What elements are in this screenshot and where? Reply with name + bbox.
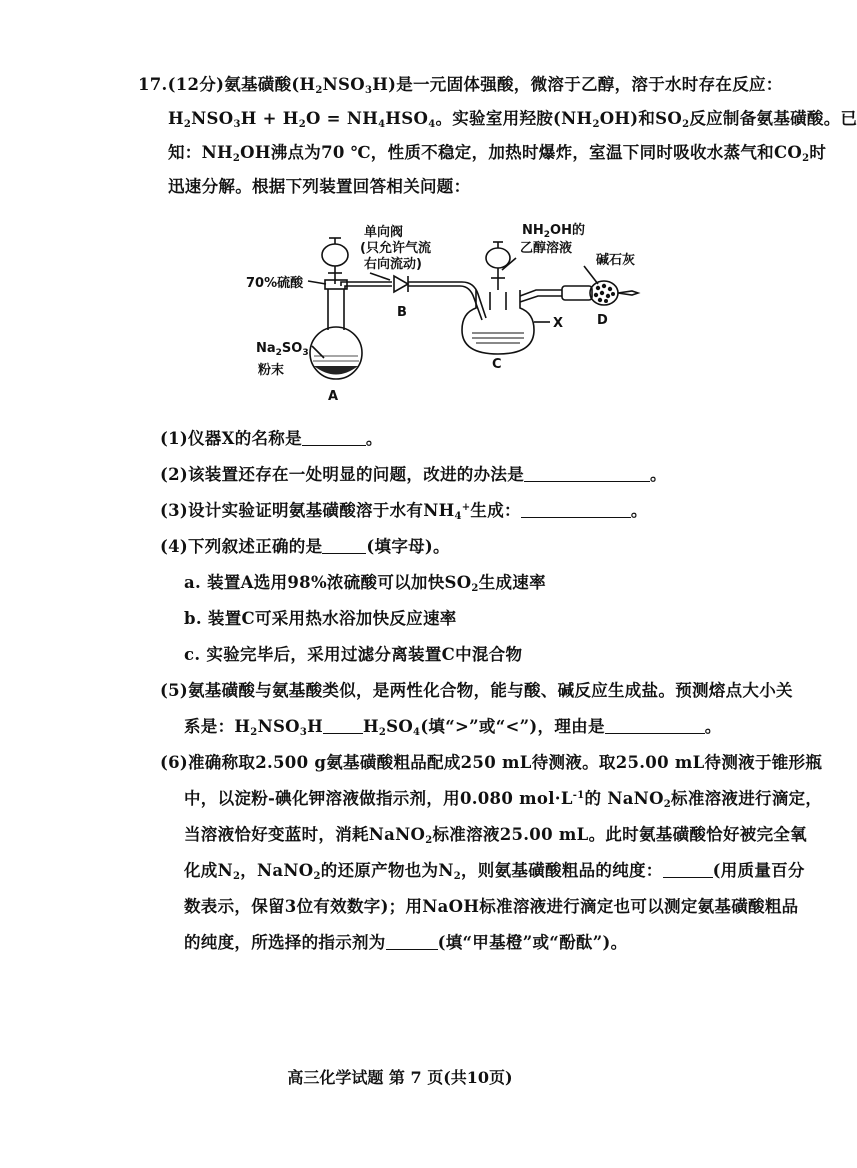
part-6-line-3: 当溶液恰好变蓝时，消耗NaNO$_2$标准溶液25.00 mL。此时氨基磺酸恰好被完全氧 (184, 825, 807, 846)
label-soda-lime: 碱石灰 (596, 253, 636, 268)
valve-b (394, 276, 408, 292)
part-5-line-1: (5)氨基磺酸与氨基酸类似，是两性化合物，能与酸、碱反应生成盐。预测熔点大小关 (160, 681, 793, 700)
answer-blank-6a[interactable] (663, 861, 713, 878)
part-5-line-2: 系是：$H_2NSO_3H$ $H_2SO_4$(填“>”或“<”)，理由是 。 (184, 717, 722, 738)
flask-c (462, 290, 534, 354)
funnel-a (322, 244, 348, 266)
answer-blank-5a[interactable] (323, 717, 363, 734)
answer-blank-1[interactable] (302, 429, 366, 446)
label-na2so3-line2: 粉末 (258, 363, 285, 378)
label-nh2oh-line1: $NH_2OH$的 (522, 223, 585, 240)
question-stem-line-4: 迅速分解。根据下列装置回答相关问题： (168, 177, 471, 196)
page-footer: 高三化学试题 第 7 页(共10页) (287, 1068, 513, 1087)
answer-blank-3[interactable] (521, 501, 631, 518)
part-6-line-5: 数表示，保留3位有效数字)；用NaOH标准溶液进行滴定也可以测定氨基磺酸粗品 (184, 897, 799, 916)
label-nh2oh-line2: 乙醇溶液 (520, 241, 573, 256)
part-3: (3)设计实验证明氨基磺酸溶于水有$NH_4^+$生成： 。 (160, 501, 648, 522)
question-stem-line-1: 17.(12分)氨基磺酸$(H_2NSO_3H)$是一元固体强酸，微溶于乙醇，溶于水时存在反应： (138, 75, 783, 96)
label-valve-line1: 单向阀 (364, 225, 404, 240)
part-1: (1)仪器X的名称是 。 (160, 429, 383, 448)
part-6-line-6: 的纯度，所选择的指示剂为 (填“甲基橙”或“酚酞”)。 (184, 933, 628, 952)
label-a: A (328, 389, 339, 404)
part-6-line-1: (6)准确称取2.500 g氨基磺酸粗品配成250 mL待测液。取25.00 mL待测液于锥形瓶 (160, 753, 823, 772)
label-na2so3-line1: $Na_2SO_3$ (256, 341, 309, 358)
label-d: D (597, 313, 608, 328)
label-valve-line3: 右向流动) (364, 257, 422, 272)
question-stem-line-2: $H_2NSO_3H + H_2O = NH_4HSO_4$。实验室用羟胺$(NH_2OH)$和$SO_2$反应制备氨基磺酸。已 (168, 109, 857, 130)
label-sulfuric-acid: 70%硫酸 (246, 276, 304, 291)
answer-blank-2[interactable] (524, 465, 650, 482)
part-4-option-c: c. 实验完毕后，采用过滤分离装置C中混合物 (184, 645, 523, 664)
part-4: (4)下列叙述正确的是 (填字母)。 (160, 537, 450, 556)
drying-tube-d (562, 286, 592, 300)
part-4-option-a: a. 装置A选用98%浓硫酸可以加快$SO_2$生成速率 (184, 573, 546, 594)
label-x: X (553, 316, 564, 331)
part-6-line-4: 化成$N_2$，NaNO$_2$的还原产物也为$N_2$，则氨基磺酸粗品的纯度： (用质量百分 (184, 861, 805, 882)
label-c: C (492, 357, 502, 372)
part-6-line-2: 中，以淀粉-碘化钾溶液做指示剂，用0.080 $mol\cdot L^{-1}$的 NaNO$_2$标准溶液进行滴定， (184, 789, 823, 810)
part-4-option-b: b. 装置C可采用热水浴加快反应速率 (184, 609, 457, 628)
label-valve-line2: (只允许气流 (360, 241, 431, 256)
answer-blank-6b[interactable] (386, 933, 438, 950)
answer-blank-5b[interactable] (605, 717, 705, 734)
label-b: B (397, 305, 407, 320)
apparatus-diagram (240, 218, 660, 408)
part-2: (2)该装置还存在一处明显的问题，改进的办法是 。 (160, 465, 667, 484)
question-stem-line-3: 知：$NH_2OH$沸点为70 ℃，性质不稳定，加热时爆炸，室温下同时吸收水蒸气和$CO_2$时 (168, 143, 827, 164)
answer-blank-4[interactable] (322, 537, 366, 554)
